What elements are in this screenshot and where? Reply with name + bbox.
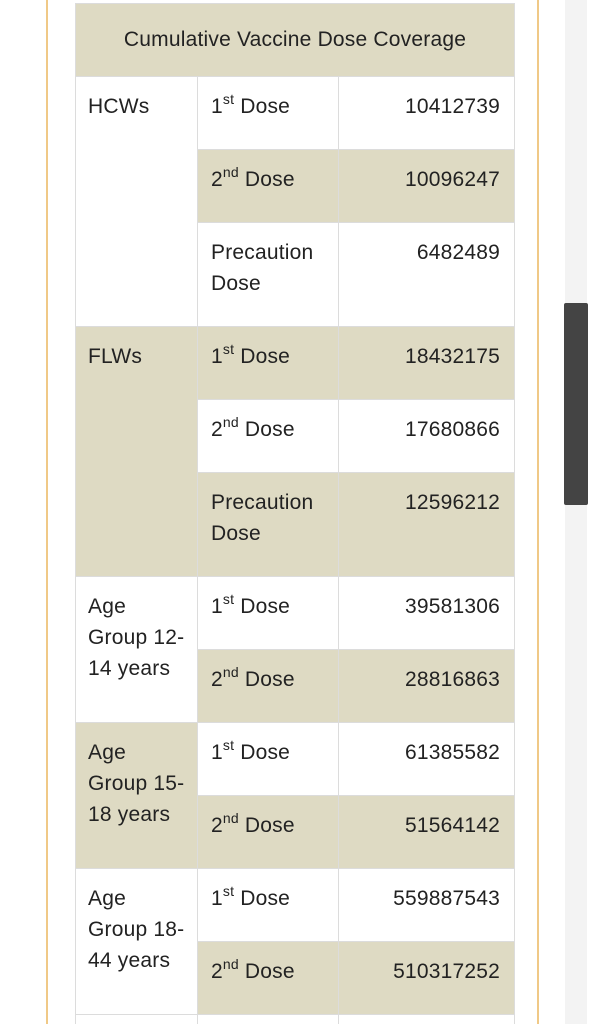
- dose-count: 51564142: [339, 796, 515, 869]
- dose-label: 1st Dose: [198, 577, 339, 650]
- table-title: Cumulative Vaccine Dose Coverage: [76, 4, 515, 77]
- dose-label: 1st Dose: [198, 327, 339, 400]
- dose-count: 61385582: [339, 723, 515, 796]
- group-label: Age Group 12-14 years: [76, 577, 198, 723]
- dose-label: 2nd Dose: [198, 150, 339, 223]
- table-row: [76, 77, 515, 150]
- dose-label: 2nd Dose: [198, 650, 339, 723]
- table-row: [76, 327, 515, 400]
- dose-label: Precaution Dose: [198, 473, 339, 577]
- dose-count: 17680866: [339, 400, 515, 473]
- group-label-partial: [76, 1015, 198, 1024]
- group-label: Age Group 15-18 years: [76, 723, 198, 869]
- dose-label: 2nd Dose: [198, 796, 339, 869]
- table-row: [76, 723, 515, 796]
- dose-label: 1st Dose: [198, 77, 339, 150]
- scrollbar-thumb[interactable]: [564, 303, 588, 505]
- scrollbar-track[interactable]: [565, 0, 587, 1024]
- dose-label: 2nd Dose: [198, 942, 339, 1015]
- dose-label: 1st Dose: [198, 869, 339, 942]
- table-row-partial: [76, 1015, 515, 1024]
- dose-count: 510317252: [339, 942, 515, 1015]
- dose-count-partial: [339, 1015, 515, 1024]
- dose-count: 12596212: [339, 473, 515, 577]
- dose-count: 18432175: [339, 327, 515, 400]
- group-label: FLWs: [76, 327, 198, 577]
- table-title-row: [76, 4, 515, 77]
- vaccine-coverage-table: [75, 3, 515, 1024]
- group-label: Age Group 18-44 years: [76, 869, 198, 1015]
- table-row: [76, 577, 515, 650]
- dose-count: 10412739: [339, 77, 515, 150]
- dose-count: 39581306: [339, 577, 515, 650]
- group-label: HCWs: [76, 77, 198, 327]
- dose-label: Precaution Dose: [198, 223, 339, 327]
- content-frame-left-border: [46, 0, 48, 1024]
- dose-count: 559887543: [339, 869, 515, 942]
- dose-label: 2nd Dose: [198, 400, 339, 473]
- dose-count: 28816863: [339, 650, 515, 723]
- dose-count: 10096247: [339, 150, 515, 223]
- table-row: [76, 869, 515, 942]
- content-frame-right-border: [537, 0, 539, 1024]
- dose-label: 1st Dose: [198, 723, 339, 796]
- dose-count: 6482489: [339, 223, 515, 327]
- dose-label-partial: [198, 1015, 339, 1024]
